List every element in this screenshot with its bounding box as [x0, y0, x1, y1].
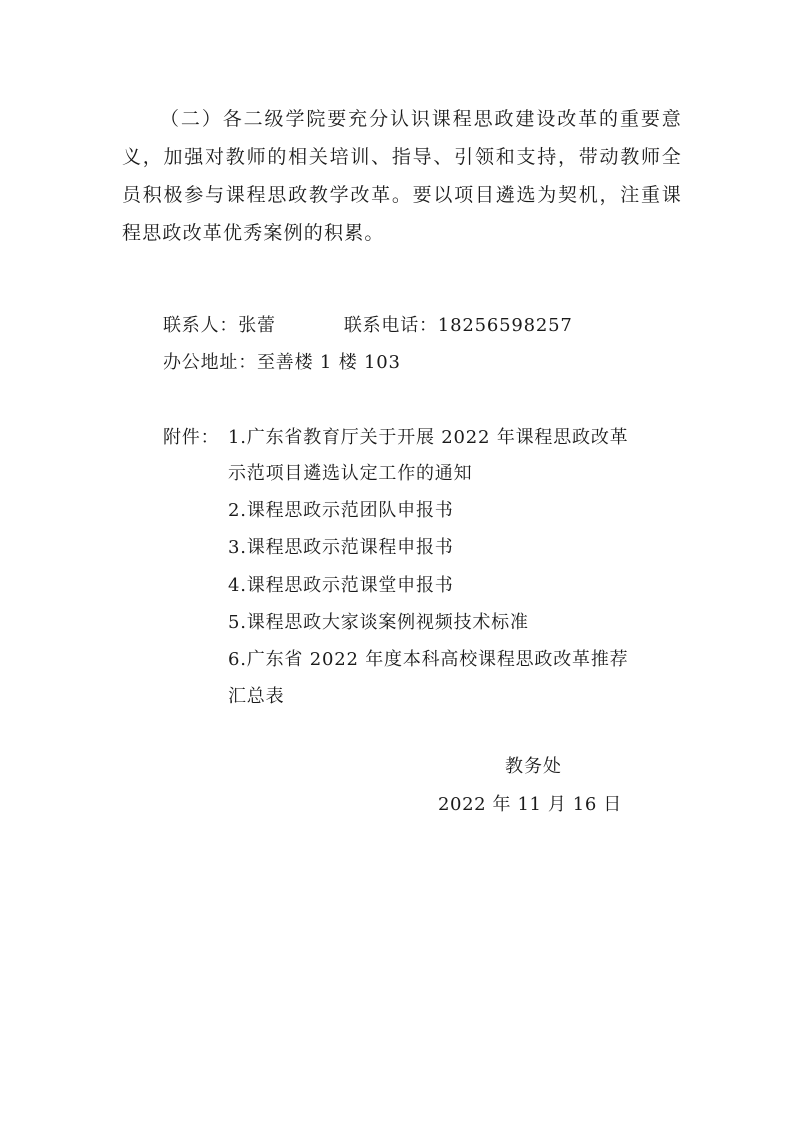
attachment-item-6: 6.广东省 2022 年度本科高校课程思政改革推荐 — [228, 649, 629, 670]
contact-row — [163, 314, 573, 338]
attachment-item-1: 1.广东省教育厅关于开展 2022 年课程思政改革 — [228, 427, 629, 448]
attachment-item-3: 3.课程思政示范课程申报书 — [228, 537, 454, 558]
attachment-item-5: 5.课程思政大家谈案例视频技术标准 — [228, 612, 529, 633]
attachment-item-2: 2.课程思政示范团队申报书 — [228, 500, 454, 521]
contact-phone: 联系电话：18256598257 — [343, 315, 573, 336]
signature-date: 2022 年 11 月 16 日 — [438, 794, 622, 815]
contact-person: 联系人：张蕾 — [163, 315, 276, 336]
attachments-label: 附件： — [163, 427, 220, 448]
attachment-item-4: 4.课程思政示范课堂申报书 — [228, 575, 454, 596]
body-paragraph: （二）各二级学院要充分认识课程思政建设改革的重要意义，加强对教师的相关培训、指导、引领和支持，带动教师全员积极参与课程思政教学改革。要以项目遴选为契机，注重课程思政改革优秀案例的积累。 — [122, 108, 682, 244]
office-address: 办公地址：至善楼 1 楼 103 — [163, 352, 401, 373]
attachment-item-6-cont: 汇总表 — [228, 686, 285, 707]
signature-office: 教务处 — [505, 756, 562, 777]
attachment-item-1-cont: 示范项目遴选认定工作的通知 — [228, 463, 473, 484]
